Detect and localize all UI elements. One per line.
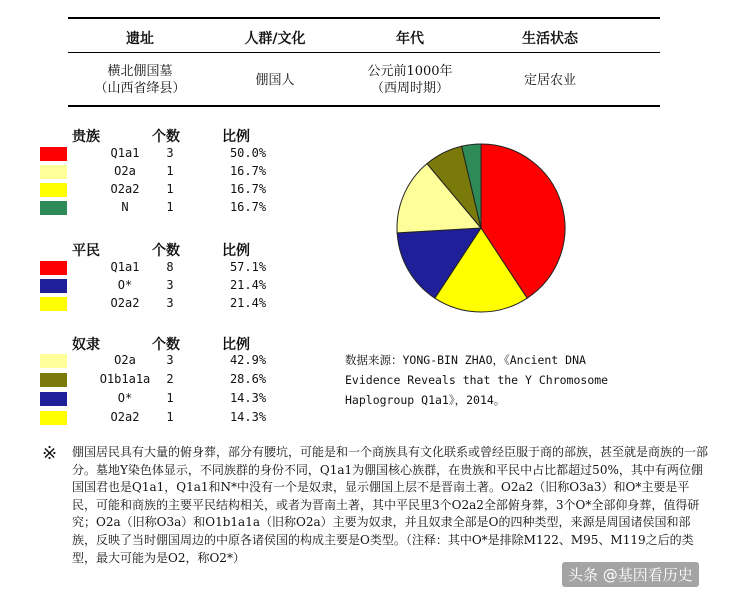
ratio-value: 16.7% [229,182,267,196]
haplogroup-label: O2a2 [110,182,140,196]
watermark: 头条 @基因看历史 [562,562,699,587]
haplogroup-label: O2a [114,353,136,367]
legend-swatch [40,373,67,387]
note-mark: ※ [42,443,58,464]
haplogroup-label: O2a2 [110,296,140,310]
group-nobles-title: 贵族 [72,129,100,145]
ratio-value: 16.7% [229,164,267,178]
cell-age [355,63,465,97]
table-bottom-rule [68,105,660,107]
haplogroup-label: N [121,200,129,214]
site-location: （山西省绛县） [94,81,186,96]
table-row [40,146,270,162]
count-value: 1 [166,200,174,214]
count-value: 3 [166,278,174,292]
haplogroup-label: Q1a1 [110,146,140,160]
group-nobles-ratio-header: 比例 [222,129,250,145]
count-value: 2 [166,372,174,386]
table-row [40,410,270,426]
header-life: 生活状态 [522,31,578,47]
haplogroup-label: O2a2 [110,410,140,424]
table-row [40,182,270,198]
header-site: 遗址 [126,31,154,47]
haplogroup-label: O1b1a1a [99,372,151,386]
data-source [345,350,635,410]
table-row [40,260,270,276]
legend-swatch [40,201,67,215]
legend-swatch [40,279,67,293]
group-slaves-count-header: 个数 [152,337,180,353]
ratio-value: 57.1% [229,260,267,274]
group-slaves-ratio-header: 比例 [222,337,250,353]
group-commoners-count-header: 个数 [152,243,180,259]
haplogroup-pie-chart [395,142,567,314]
group-slaves-title: 奴隶 [72,337,100,353]
count-value: 1 [166,164,174,178]
count-value: 1 [166,410,174,424]
table-row [40,372,270,388]
legend-swatch [40,147,67,161]
table-row [40,296,270,312]
ratio-value: 21.4% [229,278,267,292]
source-line-1: 数据来源：YONG-BIN ZHAO，《Ancient DNA [345,353,586,367]
table-row [40,391,270,407]
ratio-value: 42.9% [229,353,267,367]
legend-swatch [40,354,67,368]
haplogroup-label: O2a [114,164,136,178]
ratio-value: 50.0% [229,146,267,160]
haplogroup-label: Q1a1 [110,260,140,274]
count-value: 1 [166,182,174,196]
header-culture: 人群/文化 [244,31,306,47]
count-value: 1 [166,391,174,405]
count-value: 3 [166,146,174,160]
legend-swatch [40,183,67,197]
legend-swatch [40,411,67,425]
table-top-rule [68,17,660,19]
table-row [40,200,270,216]
legend-swatch [40,261,67,275]
ratio-value: 14.3% [229,410,267,424]
count-value: 3 [166,296,174,310]
table-row [40,353,270,369]
cell-life: 定居农业 [523,73,576,88]
count-value: 3 [166,353,174,367]
haplogroup-label: O* [117,278,133,292]
ratio-value: 14.3% [229,391,267,405]
ratio-value: 21.4% [229,296,267,310]
legend-swatch [40,392,67,406]
cell-culture: 倗国人 [255,73,295,88]
site-name: 横北倗国墓 [107,64,173,79]
legend-swatch [40,297,67,311]
group-commoners-ratio-header: 比例 [222,243,250,259]
group-commoners-title: 平民 [72,243,100,259]
legend-swatch [40,165,67,179]
table-header-rule [68,52,660,53]
source-line-3: Haplogroup Q1a1》，2014。 [345,393,506,407]
table-row [40,278,270,294]
header-age: 年代 [396,31,424,47]
group-nobles-count-header: 个数 [152,129,180,145]
ratio-value: 16.7% [229,200,267,214]
table-row [40,164,270,180]
cell-site [75,63,205,97]
note-text: 倗国居民具有大量的俯身葬，部分有腰坑，可能是和一个商族具有文化联系或曾经臣服于商的部族，甚至就是商族的一部分。墓地Y染色体显示，不同族群的身份不同，Q1a1为倗国核心族群，在贵族和平民中占比都超过50%，其中有两位倗国国君也是Q1a1，Q1a1和N*中没有一个是奴隶，显示倗国上层不是晋南土著。O2a2（旧称O3a3）和O*主要是平民，可能和商族的主要平民结构相关，或者为晋南土著，其中平民里3个O2a2全部俯身葬，3个O*全部仰身葬，值得研究；O2a（旧称O3a）和O1b1a1a（旧称O2a）主要为奴隶，并且奴隶全部是O的四种类型，来源是周国诸侯国和部族，反映了当时倗国周边的中原各诸侯国的构成主要是O类型。（注释：其中O*是排除M122、M95、M119之后的类型，最大可能为是O2，称O2*） [72,445,709,565]
ratio-value: 28.6% [229,372,267,386]
source-line-2: Evidence Reveals that the Y Chromosome [345,373,609,387]
count-value: 8 [166,260,174,274]
age-year: 公元前1000年 [367,64,453,79]
age-period: （西周时期） [370,81,449,96]
haplogroup-label: O* [117,391,133,405]
